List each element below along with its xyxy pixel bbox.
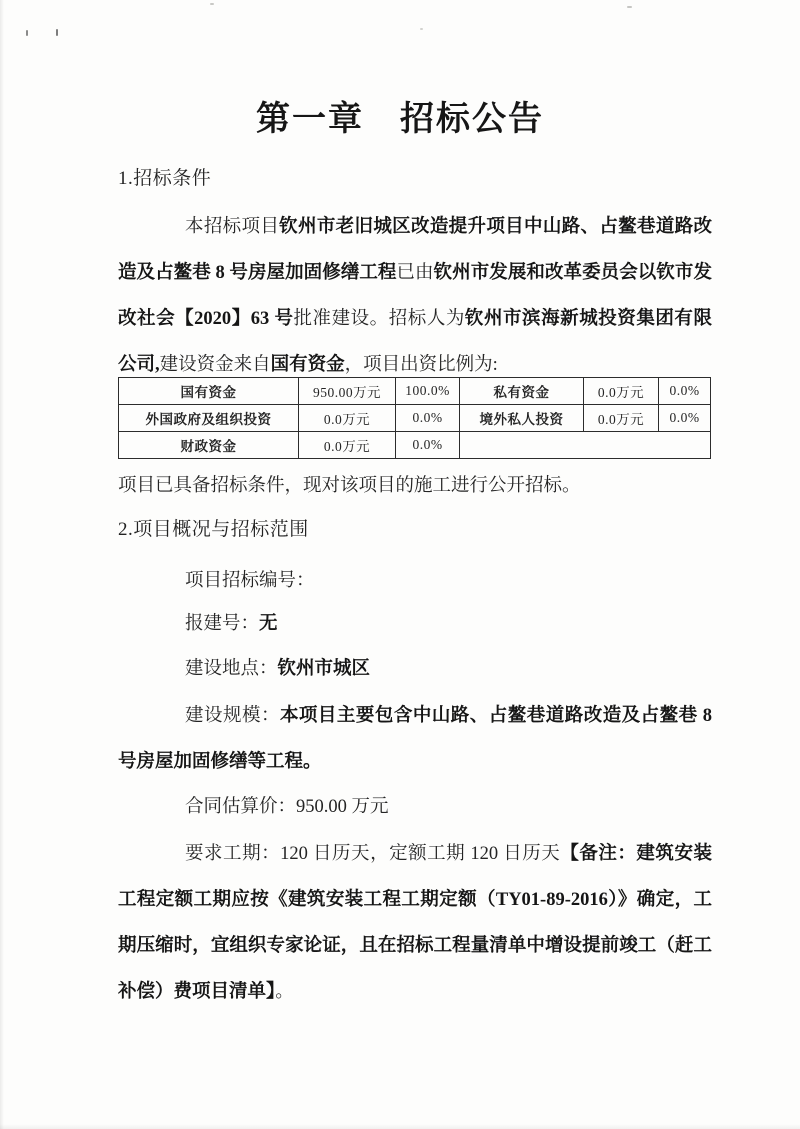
table-cell: 境外私人投资 bbox=[460, 405, 584, 432]
text-segment: 国有资金 bbox=[270, 355, 345, 375]
page-title: 第一章 招标公告 bbox=[256, 101, 544, 138]
table-row bbox=[119, 378, 711, 405]
table-cell: 0.0% bbox=[396, 405, 460, 432]
table-cell: 外国政府及组织投资 bbox=[119, 405, 299, 432]
table-cell: 0.0% bbox=[659, 405, 711, 432]
table-cell: 0.0% bbox=[396, 432, 460, 459]
text-segment: 建设资金来自 bbox=[159, 355, 271, 375]
table-row bbox=[119, 432, 711, 459]
section-1-heading: 1.招标条件 bbox=[118, 168, 212, 189]
text-segment: 钦州市老旧城区改造提升项目中山路、占鳌巷道路改造及占鳌巷 8 号房屋加固修缮工程 bbox=[118, 217, 712, 283]
text-segment: 已由 bbox=[396, 263, 434, 283]
scan-edge-shadow bbox=[0, 0, 4, 1129]
section-2-heading: 2.项目概况与招标范围 bbox=[118, 519, 309, 540]
table-cell: 0.0万元 bbox=[299, 432, 396, 459]
table-cell: 0.0万元 bbox=[584, 378, 659, 405]
line-project-tender-number bbox=[118, 558, 712, 604]
text-segment: 报建号： bbox=[185, 614, 260, 634]
table-cell: 100.0% bbox=[396, 378, 460, 405]
table-cell: 0.0% bbox=[659, 378, 711, 405]
text-segment: 钦州市城区 bbox=[277, 659, 371, 679]
text-segment: 。 bbox=[275, 982, 294, 1002]
line-construction-scale bbox=[118, 693, 712, 785]
text-segment: 本招标项目 bbox=[185, 217, 280, 237]
text-segment: 合同估算价：950.00 万元 bbox=[185, 797, 389, 817]
funding-ratio-table-body bbox=[119, 378, 711, 459]
paragraph-tender-ready: 项目已具备招标条件，现对该项目的施工进行公开招标。 bbox=[118, 476, 581, 496]
table-cell: 私有资金 bbox=[460, 378, 584, 405]
table-cell: 财政资金 bbox=[119, 432, 299, 459]
scan-speck bbox=[26, 30, 28, 36]
line-required-duration bbox=[118, 831, 712, 1015]
scan-speck bbox=[420, 28, 423, 30]
paragraph-tender-conditions bbox=[118, 204, 712, 388]
scan-speck bbox=[56, 29, 58, 36]
text-segment: 本项目主要包含中山路、占鳌巷道路改造及占鳌巷 8 号房屋加固修缮等工程。 bbox=[118, 706, 712, 772]
scan-speck bbox=[210, 3, 214, 5]
line-filing-number bbox=[118, 601, 712, 647]
line-construction-location bbox=[118, 646, 712, 692]
funding-ratio-table bbox=[118, 377, 711, 459]
table-cell: 950.00万元 bbox=[299, 378, 396, 405]
table-cell: 0.0万元 bbox=[584, 405, 659, 432]
text-segment: 批准建设。招标人为 bbox=[293, 309, 465, 329]
text-segment: 钦州市发展和改革委员会以钦市发改社会【2020】63 号 bbox=[118, 263, 712, 329]
text-segment: 钦州市滨海新城投资集团有限公司, bbox=[118, 309, 712, 375]
scan-speck bbox=[627, 6, 632, 8]
text-segment: 无 bbox=[259, 614, 278, 634]
table-cell: 国有资金 bbox=[119, 378, 299, 405]
text-segment: 要求工期：120 日历天，定额工期 120 日历天 bbox=[185, 844, 561, 864]
text-segment: 【备注：建筑安装工程定额工期应按《建筑安装工程工期定额（TY01-89-2016）》确定，工期压缩时，宜组织专家论证，且在招标工程量清单中增设提前竣工（赶工补偿）费项目清单】 bbox=[118, 844, 712, 1002]
table-cell: 0.0万元 bbox=[299, 405, 396, 432]
line-contract-estimate-price bbox=[118, 784, 712, 830]
text-segment: 项目招标编号： bbox=[185, 571, 315, 591]
scan-edge-shadow bbox=[0, 1124, 800, 1129]
text-segment: 建设地点： bbox=[185, 659, 278, 679]
table-cell bbox=[460, 432, 711, 459]
text-segment: ，项目出资比例为: bbox=[344, 355, 498, 375]
table-row bbox=[119, 405, 711, 432]
text-segment: 建设规模： bbox=[185, 706, 280, 726]
